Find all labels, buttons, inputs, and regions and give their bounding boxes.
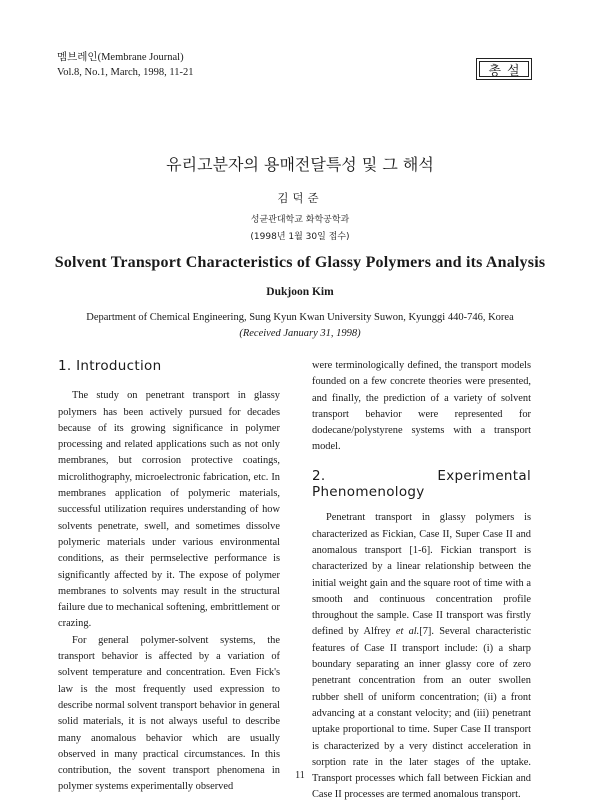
experimental-text-part-2: [7]. Several characteristic features of Case II transport include: (i) a sharp boundary separating an inner glassy core of zero penetrant concentration from an outer swollen rubber shell of uniform concentration; (ii) a front advancing at a constant velocity; and (iii) penetrant uptake proportional to time. Super Case II transport is characterized by a very distinct acceleration in sorption rate in the later stages of the uptake. Transport processes which fall between Fickian and Case II processes are termed anomalous transport. — [312, 626, 532, 801]
title-korean: 유리고분자의 용매전달특성 및 그 해석 — [166, 155, 434, 174]
received-date-korean: (1998년 1월 30일 접수) — [250, 232, 350, 242]
introduction-paragraph-1: The study on penetrant transport in glassy polymers has been actively pursued for decades because of its growing significance in polymer processing and related applications such as not only membranes, but corrosion protective coatings, microlithography, microelectronic fabrication, etc. In membranes application of polymeric materials, successful utilization requires understanding of how solvents penetrate, swell, and sometimes dissolve polymeric materials under various environmental conditions, as their permselective performance is significantly affected by it. The expose of polymer membranes to solvents may result in the structural failure due to mechanical softening, embrittlement or crazing. — [58, 390, 280, 630]
introduction-paragraph-2: For general polymer-solvent systems, the transport behavior is affected by a variation of solvent temperature and concentration. Even Fick's law is the most frequently used expression to describe normal solvent transport behavior in general solid materials, it is not always useful to describe many anomalous behavior which are usually observed in many practical circumstances. In this contribution, the sovent transport phenomena in polymer systems experimentally observed — [58, 634, 280, 793]
left-column — [58, 358, 280, 796]
journal-info — [57, 50, 194, 80]
affiliation-english: Department of Chemical Engineering, Sung Kyun Kwan University Suwon, Kyunggi 440-746, Korea — [86, 312, 514, 323]
section-heading-introduction: 1. Introduction — [58, 358, 162, 374]
section-heading-experimental: 2. Experimental Phenomenology — [312, 467, 531, 501]
journal-name: 멤브레인(Membrane Journal) — [57, 52, 184, 63]
title-english: Solvent Transport Characteristics of Glassy Polymers and its Analysis — [54, 254, 546, 271]
article-type-badge — [476, 58, 532, 80]
et-al-citation: et al. — [395, 626, 420, 638]
right-column — [312, 358, 531, 804]
journal-volume: Vol.8, No.1, March, 1998, 11-21 — [57, 67, 194, 78]
received-date-english: (Received January 31, 1998) — [239, 328, 361, 339]
page-number: 11 — [295, 770, 305, 781]
experimental-text-part-1: Penetrant transport in glassy polymers is characterized as Fickian, Case II, Super Case II and anomalous transport [1-6]. Fickian transport is characterized by a linear relationship between the initial weight gain and the square root of time with a smooth and continuous concentration profile throughout the sample. Case II transport was firstly defined by Alfrey — [312, 512, 531, 638]
author-english: Dukjoon Kim — [266, 286, 334, 298]
introduction-continuation: were terminologically defined, the transport models founded on a few concrete theories were presented, and finally, the prediction of a variety of solvent transport behavior were represented for dodecane/polystyrene systems with a transport model. — [312, 360, 531, 453]
author-korean: 김덕준 — [277, 191, 323, 205]
affiliation-korean: 성균관대학교 화학공학과 — [250, 215, 350, 225]
badge-label: 총설 — [488, 63, 526, 79]
experimental-paragraph — [312, 510, 531, 803]
